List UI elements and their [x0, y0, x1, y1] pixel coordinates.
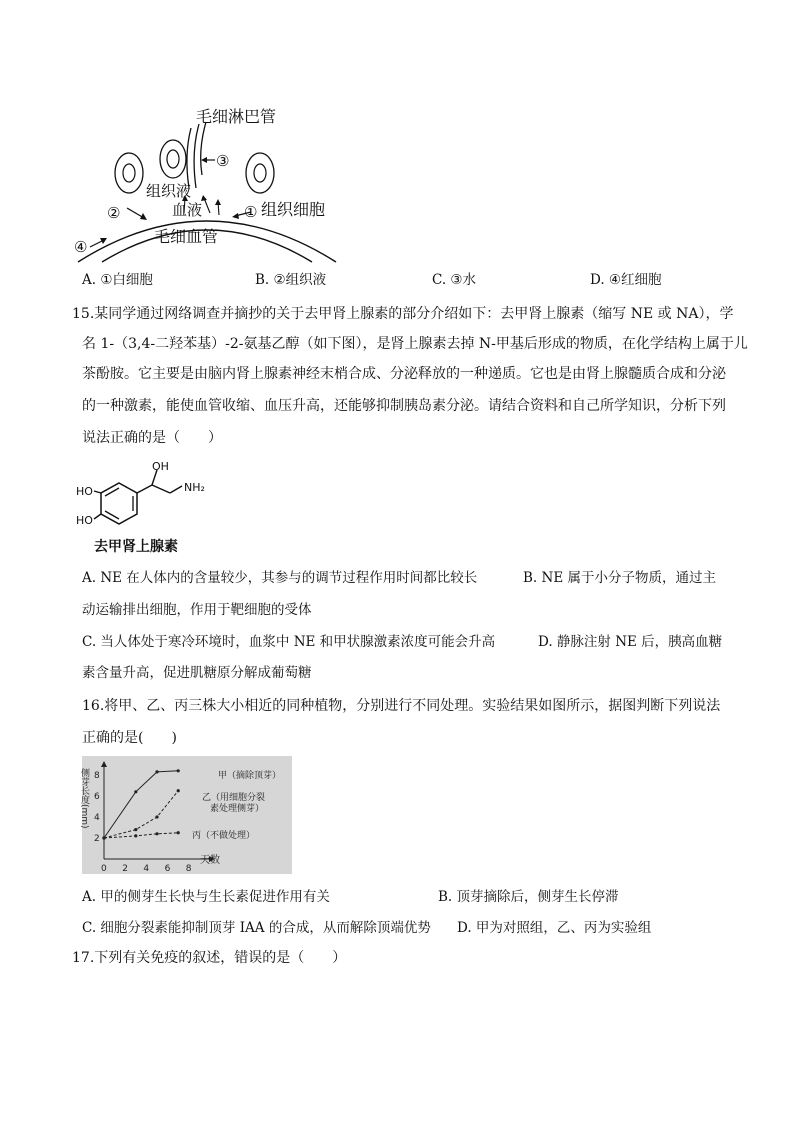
blood-label: 血液 — [172, 201, 203, 219]
y-tick-6: 6 — [94, 792, 100, 802]
series-2-point-2 — [155, 832, 158, 835]
q15-stem-line-4: 的一种激素，能使血管收缩、血压升高，还能够抑制胰岛素分泌。请结合资料和自己所学知识，分析下列 — [82, 398, 726, 414]
q16-option-c[interactable]: C. 细胞分裂素能抑制顶芽 IAA 的合成，从而解除顶端优势 — [82, 920, 431, 936]
q15-option-d[interactable]: D. 静脉注射 NE 后，胰高血糖 — [538, 634, 723, 650]
q15-stem-line-1: 15.某同学通过网络调查并摘抄的关于去甲肾上腺素的部分介绍如下：去甲肾上腺素（缩写 NE 或 NA），学 — [72, 306, 734, 322]
q15-option-b-cont: 动运输排出细胞，作用于靶细胞的受体 — [82, 602, 312, 618]
q15-stem-line-5: 说法正确的是（ ） — [82, 430, 222, 446]
x-tick-8: 8 — [185, 864, 192, 874]
q15-option-c[interactable]: C. 当人体处于寒冷环境时，血浆中 NE 和甲状腺激素浓度可能会升高 — [82, 634, 496, 650]
legend-entry-0: 甲（摘除顶芽） — [218, 771, 282, 781]
q15-option-b[interactable]: B. NE 属于小分子物质，通过主 — [523, 570, 716, 586]
oh-top-label: OH — [152, 460, 169, 473]
q16-option-b[interactable]: B. 顶芽摘除后，侧芽生长停滞 — [438, 889, 619, 905]
y-tick-8: 8 — [94, 771, 100, 781]
q15-stem-line-2: 名 1-（3,4-二羟苯基）-2-氨基乙醇（如下图），是肾上腺素去掉 N-甲基后形成的物质，在化学结构上属于儿 — [82, 336, 748, 352]
series-0-point-3 — [177, 769, 180, 772]
q14-option-c[interactable]: C. ③水 — [432, 272, 477, 288]
series-0-point-1 — [134, 790, 137, 793]
marker-4: ④ — [74, 238, 88, 256]
ho-lower-label: HO — [76, 514, 93, 527]
legend-entry-2: 丙（不做处理） — [192, 831, 256, 841]
marker-2: ② — [107, 204, 121, 222]
tissue-cell-label: 组织细胞 — [261, 200, 326, 219]
series-1-point-1 — [134, 828, 137, 831]
ho-upper-label: HO — [76, 485, 93, 498]
q16-option-a[interactable]: A. 甲的侧芽生长快与生长素促进作用有关 — [82, 889, 330, 905]
tissue-fluid-diagram — [72, 100, 342, 262]
q15-stem-line-3: 茶酚胺。它主要是由脑内肾上腺素神经末梢合成、分泌释放的一种递质。它也是由肾上腺髓质合成和分泌 — [82, 366, 726, 382]
structure-caption: 去甲肾上腺素 — [94, 539, 178, 555]
q16-stem-line-2: 正确的是( ) — [82, 730, 177, 746]
q17-stem: 17.下列有关免疫的叙述，错误的是（ ） — [72, 950, 347, 966]
legend-entry-1: 乙（用细胞分裂素处理侧芽） — [202, 793, 266, 814]
x-tick-6: 6 — [164, 864, 171, 874]
q14-option-b[interactable]: B. ②组织液 — [255, 272, 327, 288]
q16-option-d[interactable]: D. 甲为对照组，乙、丙为实验组 — [457, 920, 652, 936]
q14-option-d[interactable]: D. ④红细胞 — [590, 272, 662, 288]
tissue-fluid-label: 组织液 — [146, 182, 192, 200]
x-axis-label: 天数 — [200, 855, 220, 866]
series-0-point-2 — [155, 770, 158, 773]
q16-stem-line-1: 16.将甲、乙、丙三株大小相近的同种植物，分别进行不同处理。实验结果如图所示，据图判断下列说法 — [82, 698, 721, 714]
y-tick-4: 4 — [94, 813, 100, 823]
norepinephrine-structure — [72, 458, 222, 558]
marker-1: ① — [244, 203, 258, 221]
nh2-label: NH₂ — [184, 481, 205, 494]
q15-option-a[interactable]: A. NE 在人体内的含量较少，其参与的调节过程作用时间都比较长 — [82, 570, 478, 586]
y-tick-2: 2 — [94, 834, 100, 844]
lymph-capillary-label: 毛细淋巴管 — [196, 107, 277, 126]
blood-capillary-label: 毛细血管 — [154, 227, 219, 246]
x-tick-4: 4 — [143, 864, 150, 874]
marker-3: ③ — [216, 152, 230, 170]
q14-option-a[interactable]: A. ①白细胞 — [82, 272, 153, 288]
x-tick-2: 2 — [122, 864, 128, 874]
q15-option-d-cont: 素含量升高，促进肌糖原分解成葡萄糖 — [82, 665, 312, 681]
lateral-bud-growth-chart — [79, 756, 292, 874]
series-2-point-1 — [134, 834, 137, 837]
x-tick-0: 0 — [101, 864, 107, 874]
series-1-point-2 — [155, 815, 158, 818]
series-2-point-3 — [177, 831, 180, 834]
y-axis-label: 侧芽长度(mm) — [79, 768, 89, 829]
series-1-point-3 — [177, 789, 180, 792]
series-2-point-0 — [102, 836, 105, 839]
